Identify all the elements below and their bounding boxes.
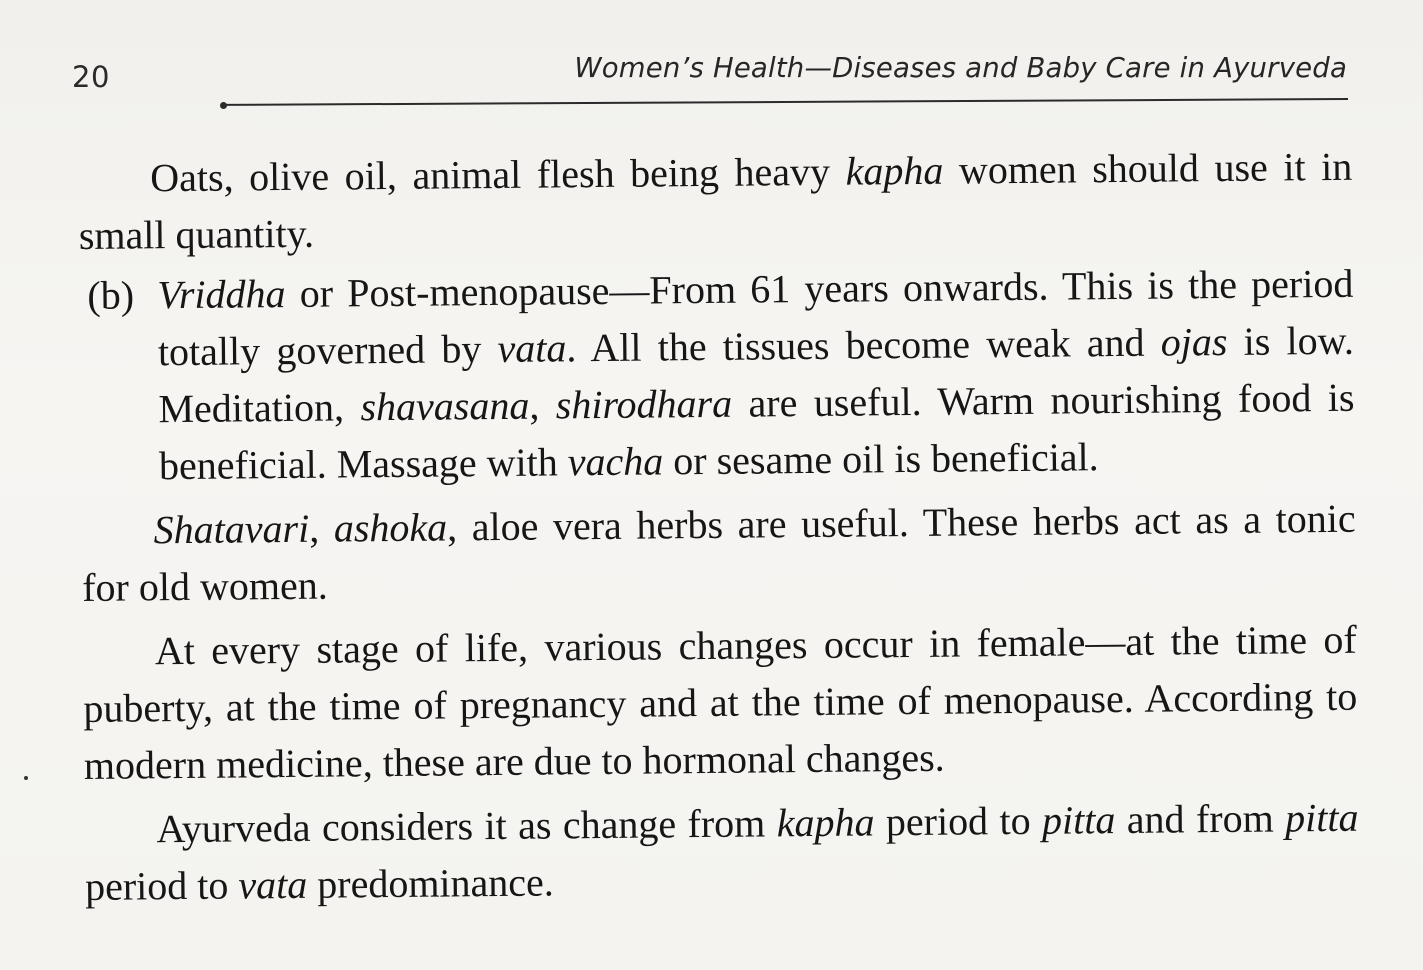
text-span: Ayurveda considers it as change from <box>156 800 777 852</box>
list-item-b <box>79 255 1355 495</box>
list-marker: (b) <box>87 272 135 318</box>
text-span: , <box>529 382 556 428</box>
body-text <box>78 138 1359 915</box>
book-title: Women’s Health—Diseases and Baby Care in Ayurveda <box>574 52 1347 84</box>
paragraph-ayurveda <box>84 789 1359 915</box>
emphasis-term: ashoka <box>333 504 448 551</box>
text-span: , <box>308 505 335 551</box>
text-span: predominance. <box>307 859 555 907</box>
text-span: or Post-menopause—From 61 years onwards. This is the period totally governed by <box>157 260 1354 375</box>
text-span: Oats, olive oil, animal flesh being heavy <box>150 148 846 201</box>
emphasis-term: kapha <box>845 147 944 194</box>
text-span: or sesame oil is beneficial. <box>663 434 1099 484</box>
emphasis-term: Vriddha <box>157 271 286 318</box>
emphasis-term: vata <box>497 325 567 371</box>
text-span: women should use it in small quantity. <box>78 143 1353 258</box>
emphasis-term: ojas <box>1160 318 1228 365</box>
text-span: and from <box>1115 795 1286 843</box>
emphasis-term: pitta <box>1284 794 1359 841</box>
text-span: is low. Meditation, <box>158 317 1355 432</box>
text-span: At every stage of life, various changes occur in female—at the time of puberty, at the time of pregnancy and at the time of menopause. According to modern medicine, these are due to hormonal changes. <box>83 616 1358 788</box>
paragraph-shatavari <box>81 490 1356 616</box>
text-span: period to <box>874 797 1043 845</box>
emphasis-term: shavasana <box>360 382 530 430</box>
text-span: period to <box>84 862 239 909</box>
emphasis-term: shirodhara <box>555 380 733 428</box>
text-span: are useful. Warm nourishing food is beneficial. Massage with <box>158 374 1355 489</box>
text-span: , aloe vera herbs are useful. These herbs act as a tonic for old women. <box>81 495 1356 610</box>
text-span: . All the tissues become weak and <box>566 319 1161 371</box>
emphasis-term: kapha <box>776 799 875 846</box>
emphasis-term: vata <box>238 861 308 908</box>
page-number: 20 <box>72 60 110 94</box>
scan-speck <box>24 776 28 780</box>
paragraph-oats <box>78 138 1353 264</box>
emphasis-term: vacha <box>567 438 664 485</box>
running-header <box>0 0 1423 120</box>
header-rule <box>224 98 1348 106</box>
emphasis-term: pitta <box>1041 797 1116 843</box>
paragraph-life-stages <box>83 611 1359 794</box>
emphasis-term: Shatavari <box>153 505 310 553</box>
header-rule-dot <box>220 102 227 109</box>
